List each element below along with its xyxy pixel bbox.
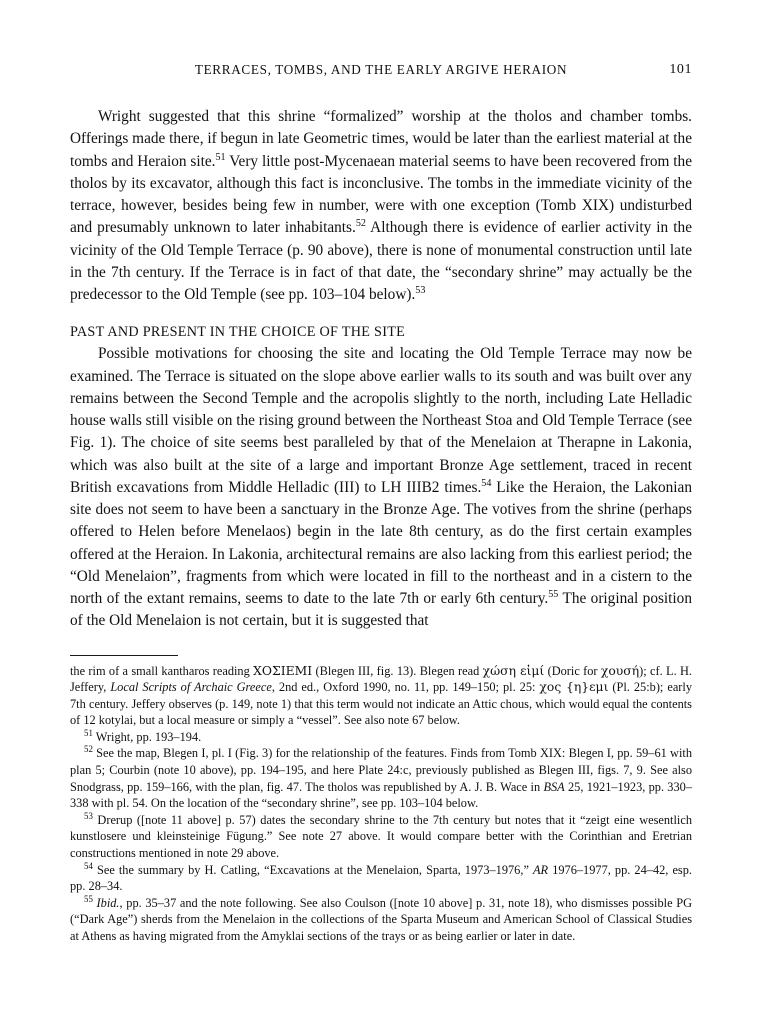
footnote-continuation-d: ); cf. L. H. Jeffery,	[70, 663, 693, 695]
running-head	[70, 62, 692, 78]
footnotes	[70, 663, 692, 945]
footnote-53	[70, 812, 692, 862]
paragraph-1	[70, 106, 692, 306]
footnote-55-ibid: Ibid.	[96, 895, 120, 910]
greek-inscription-1: ΧΟΣΙΕΜΙ	[253, 663, 313, 678]
footnote-continuation	[70, 663, 692, 729]
footnote-52	[70, 745, 692, 811]
footnote-53-text: Drerup ([note 11 above] p. 57) dates the secondary shrine to the 7th century but notes that it “zeigt eine wesentlich kunstlosere und kleinsteinige Fügung.” See note 27 above. It would compare better with the Corinthian and Eretrian constructions mentioned in note 29 above.	[70, 812, 692, 861]
footnote-number-52: 52	[84, 744, 93, 755]
page-number: 101	[669, 62, 692, 77]
footnote-52-text-b: 25, 1921–1923, pp. 330–338 with pl. 54. On the location of the “secondary shrine”, see pp. 103–104 below.	[70, 779, 692, 811]
footnote-number-55: 55	[84, 893, 93, 904]
greek-inscription-2: χώση εἰμί	[482, 663, 545, 678]
footnote-54	[70, 862, 692, 895]
paragraph-1-text-c: Although there is evidence of earlier activity in the vicinity of the Old Temple Terrace (p. 90 above), there is none of monumental construction until late in the 7th century. If the Terrace is in fact of that date, the “secondary shrine” may actually be the predecessor to the Old Temple (see pp. 103–104 below).	[70, 219, 692, 303]
footnote-continuation-f: (Pl. 25:b); early 7th century. Jeffery observes (p. 149, note 1) that this term would not indicate an Attic chous, which would equal the contents of 12 kotylai, but a local measure or simply a “vessel”. See also note 67 below.	[70, 680, 693, 728]
greek-inscription-3: χουσή	[600, 663, 640, 678]
footnote-continuation-b: (Blegen III, fig. 13). Blegen read	[312, 663, 483, 678]
footnote-continuation-a: the rim of a small kantharos reading	[70, 663, 254, 678]
footnote-55	[70, 895, 692, 945]
footnote-51	[70, 729, 692, 746]
paragraph-1-text-a: Wright suggested that this shrine “formalized” worship at the tholos and chamber tombs. Offerings made there, if begun in late Geometric times, would be later than the earliest material at the tombs and Heraion site.	[70, 108, 692, 170]
footnote-number-54: 54	[84, 860, 93, 871]
footnote-ref-55[interactable]: 55	[548, 588, 559, 600]
footnote-54-text-b: 1976–1977, pp. 24–42, esp. pp. 28–34.	[70, 862, 692, 894]
greek-inscription-4: χος {η}εμι	[539, 680, 609, 695]
running-head-title: TERRACES, TOMBS, AND THE EARLY ARGIVE HERAION	[194, 62, 568, 77]
footnote-52-journal: BSA	[543, 779, 565, 794]
footnote-52-text-a: See the map, Blegen I, pl. I (Fig. 3) for the relationship of the features. Finds from Tomb XIX: Blegen I, pp. 59–61 with plan 5; Courbin (note 10 above), pp. 194–195, and here Plate 24:c, previously published as Blegen III, figs. 7, 9. See also Snodgrass, pp. 159–166, with the plan, fig. 47. The tholos was republished by A. J. B. Wace in	[70, 746, 692, 794]
footnote-51-text: Wright, pp. 193–194.	[95, 729, 202, 744]
footnote-ref-51[interactable]: 51	[215, 151, 226, 163]
footnote-number-53: 53	[84, 810, 93, 821]
paragraph-1-text-b: Very little post-Mycenaean material seems to have been recovered from the tholos by its excavator, although this fact is inconclusive. The tombs in the immediate vicinity of the terrace, however, besides being few in number, were with one exception (Tomb XIX) undisturbed and presumably unknown to later inhabitants.	[70, 152, 692, 237]
footnote-continuation-title: Local Scripts of Archaic Greece	[110, 680, 272, 695]
footnote-54-text-a: See the summary by H. Catling, “Excavations at the Menelaion, Sparta, 1973–1976,”	[96, 862, 534, 877]
footnote-ref-52[interactable]: 52	[355, 218, 366, 230]
footnote-separator-rule	[70, 655, 178, 656]
footnote-continuation-e: , 2nd ed., Oxford 1990, no. 11, pp. 149–150; pl. 25:	[271, 680, 540, 695]
paragraph-2-text-b: Like the Heraion, the Lakonian site does not seem to have been a sanctuary in the Bronze Age. The votives from the shrine (perhaps offered to Helen before Menelaos) begin in the late 8th century, as do the first certain examples offered at the Heraion. In Lakonia, architectural remains are also lacking from this earliest period; the “Old Menelaion”, fragments from which were located in fill to the northeast and in a cistern to the north of the extant remains, seems to date to the late 7th or early 6th century.	[70, 478, 692, 607]
paragraph-2	[70, 343, 692, 632]
footnote-continuation-c: (Doric for	[544, 663, 601, 678]
paragraph-2-text-a: Possible motivations for choosing the site and locating the Old Temple Terrace may now be examined. The Terrace is situated on the slope above earlier walls to its south and was built over any remains between the Second Temple and the acropolis slightly to the north, including Late Helladic house walls still visible on the rising ground between the Northeast Stoa and Old Temple Terrace (see Fig. 1). The choice of site seems best paralleled by that of the Menelaion at Therapne in Lakonia, which was also built at the site of a large and important Bronze Age settlement, traced in recent British excavations from Middle Helladic (III) to LH IIIB2 times.	[70, 345, 692, 496]
footnote-54-journal: AR	[533, 862, 549, 877]
paragraph-2-text-c: The original position of the Old Menelaion is not certain, but it is suggested that	[70, 590, 692, 630]
footnote-number-51: 51	[84, 727, 93, 738]
footnote-55-text: , pp. 35–37 and the note following. See also Coulson ([note 10 above] p. 31, note 18), who dismisses possible PG (“Dark Age”) sherds from the Menelaion in the collections of the Sparta Museum and American School of Classical Studies at Athens as having migrated from the Amyklai sections of the trays or as being earlier or later in date.	[70, 895, 692, 943]
section-heading: PAST AND PRESENT IN THE CHOICE OF THE SITE	[70, 324, 406, 341]
footnote-ref-53[interactable]: 53	[415, 284, 426, 296]
footnote-ref-54[interactable]: 54	[481, 477, 492, 489]
